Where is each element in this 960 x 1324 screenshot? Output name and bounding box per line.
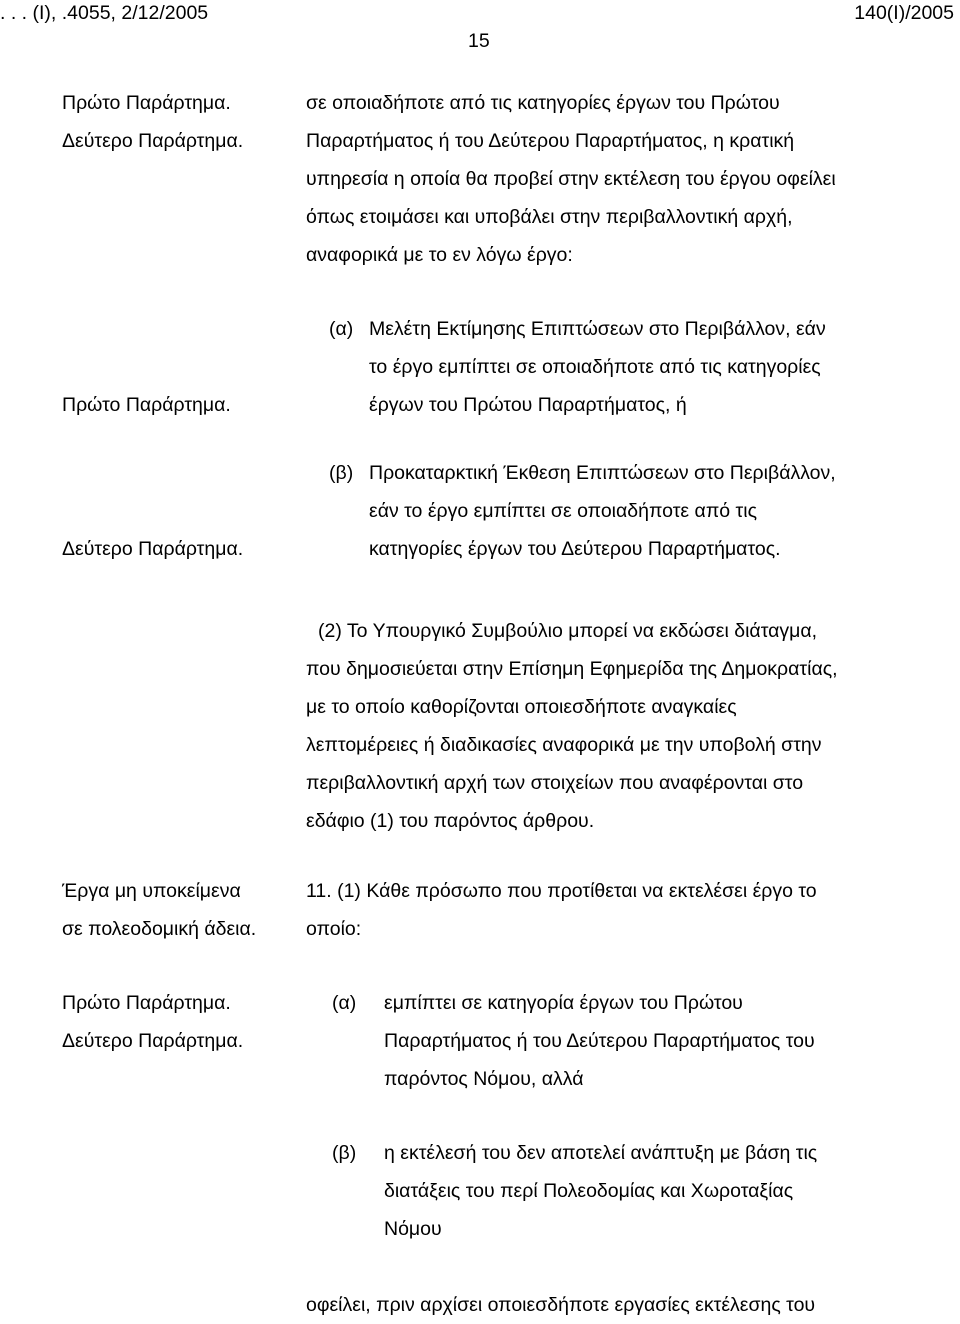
margin-note-annexes — [62, 984, 243, 1060]
running-header-left: . . . (Ι), .4055, 2/12/2005 — [0, 2, 209, 24]
item-line: εμπίπτει σε κατηγορία έργων του Πρώτου — [384, 992, 743, 1014]
item-marker: (β) — [329, 462, 354, 484]
item-line: εάν το έργο εμπίπτει σε οποιαδήποτε από τις — [369, 500, 757, 522]
paragraph-line: που δημοσιεύεται στην Επίσημη Εφημερίδα της Δημοκρατίας, — [306, 658, 838, 680]
item-a-text — [369, 310, 826, 424]
item-11a-text — [384, 984, 815, 1098]
item-11b-text — [384, 1134, 817, 1248]
margin-note-line: Έργα μη υποκείμενα — [62, 880, 241, 902]
item-marker: (α) — [332, 992, 357, 1014]
paragraph-line: Παραρτήματος ή του Δεύτερου Παραρτήματος, η κρατική — [306, 130, 795, 152]
paragraph-line: περιβαλλοντική αρχή των στοιχείων που αναφέρονται στο — [306, 772, 804, 794]
margin-note-line: Πρώτο Παράρτημα. — [62, 92, 231, 114]
running-header-right: 140(Ι)/2005 — [854, 2, 954, 24]
margin-note-first-annex: Πρώτο Παράρτημα. — [62, 394, 231, 416]
item-line: Παραρτήματος ή του Δεύτερου Παραρτήματος του — [384, 1030, 815, 1052]
paragraph-line: (2) Το Υπουργικό Συμβούλιο μπορεί να εκδώσει διάταγμα, — [318, 620, 818, 642]
paragraph-line: υπηρεσία η οποία θα προβεί στην εκτέλεση του έργου οφείλει — [306, 168, 836, 190]
item-line: Μελέτη Εκτίμησης Επιπτώσεων στο Περιβάλλον, εάν — [369, 318, 826, 340]
item-marker: (β) — [332, 1142, 357, 1164]
paragraph-line: σε οποιαδήποτε από τις κατηγορίες έργων του Πρώτου — [306, 92, 780, 114]
paragraph-line: αναφορικά με το εν λόγω έργο: — [306, 244, 573, 266]
item-line: έργων του Πρώτου Παραρτήματος, ή — [369, 394, 687, 416]
margin-note-section-title — [62, 872, 256, 948]
paragraph-line: οφείλει, πριν αρχίσει οποιεσδήποτε εργασίες εκτέλεσης του — [306, 1294, 816, 1316]
paragraph-line: εδάφιο (1) του παρόντος άρθρου. — [306, 810, 595, 832]
item-line: διατάξεις του περί Πολεοδομίας και Χωροταξίας — [384, 1180, 794, 1202]
margin-note-line: σε πολεοδομική άδεια. — [62, 918, 257, 940]
paragraph-line: 11. (1) Κάθε πρόσωπο που προτίθεται να εκτελέσει έργο το — [306, 880, 817, 902]
page-number: 15 — [468, 30, 490, 52]
item-line: το έργο εμπίπτει σε οποιαδήποτε από τις κατηγορίες — [369, 356, 821, 378]
subsection-2 — [306, 612, 838, 840]
item-line: κατηγορίες έργων του Δεύτερου Παραρτήματος. — [369, 538, 781, 560]
item-line: παρόντος Νόμου, αλλά — [384, 1068, 584, 1090]
item-line: η εκτέλεσή του δεν αποτελεί ανάπτυξη με βάση τις — [384, 1142, 818, 1164]
paragraph-line: οποίο: — [306, 918, 362, 940]
item-line: Νόμου — [384, 1218, 442, 1240]
margin-note-line: Δεύτερο Παράρτημα. — [62, 130, 244, 152]
paragraph-line: με το οποίο καθορίζονται οποιεσδήποτε αναγκαίες — [306, 696, 737, 718]
margin-note-line: Δεύτερο Παράρτημα. — [62, 1030, 244, 1052]
margin-note-second-annex: Δεύτερο Παράρτημα. — [62, 538, 244, 560]
item-line: Προκαταρκτική Έκθεση Επιπτώσεων στο Περιβάλλον, — [369, 462, 836, 484]
section-11-text — [306, 872, 817, 948]
paragraph-line: όπως ετοιμάσει και υποβάλει στην περιβαλλοντική αρχή, — [306, 206, 793, 228]
item-marker: (α) — [329, 318, 354, 340]
margin-note-annexes — [62, 84, 243, 160]
item-b-text — [369, 454, 836, 568]
margin-note-line: Πρώτο Παράρτημα. — [62, 992, 231, 1014]
paragraph-body — [306, 84, 836, 274]
paragraph-line: λεπτομέρειες ή διαδικασίες αναφορικά με την υποβολή στην — [306, 734, 822, 756]
